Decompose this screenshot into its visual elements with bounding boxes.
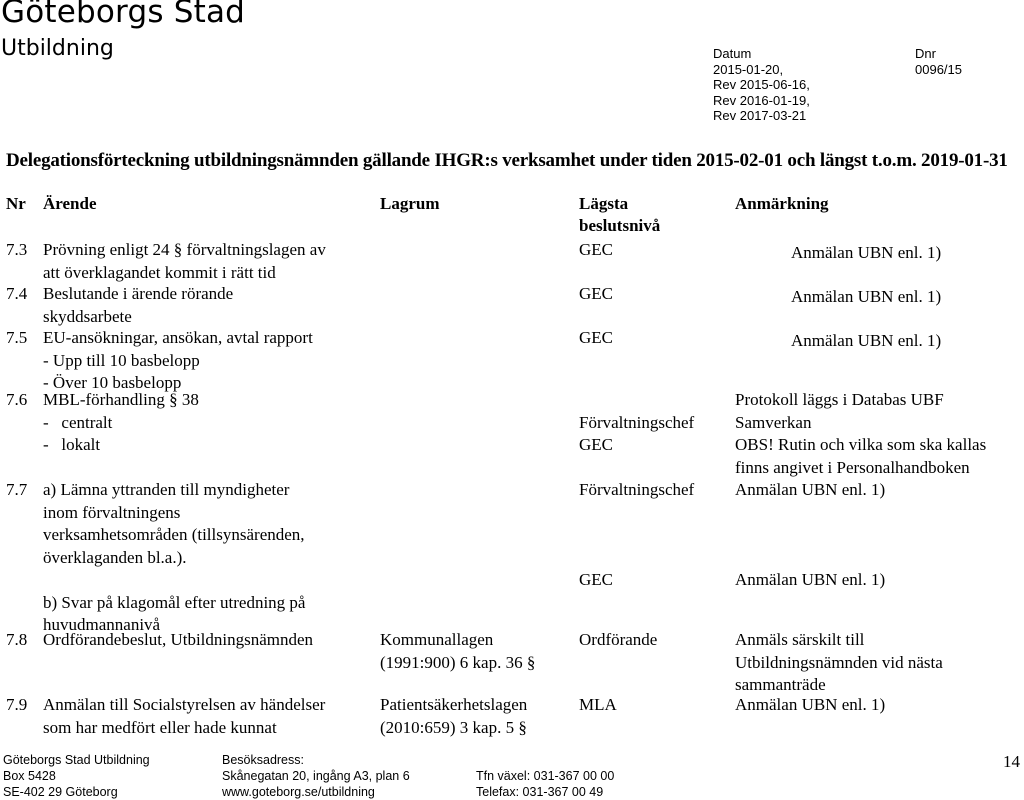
datum-label: Datum xyxy=(713,46,752,61)
row-arende: Beslutande i ärende rörande skyddsarbete xyxy=(43,284,234,326)
row-lagsta: Ordförande xyxy=(579,630,658,649)
row-arende: EU-ansökningar, ansökan, avtal rapport - Upp till 10 basbelopp - Över 10 basbelopp xyxy=(43,328,313,392)
row-arende: MBL-förhandling § 38 - centralt - lokalt xyxy=(43,390,199,454)
datum-value: Rev 2015-06-16, xyxy=(713,77,810,93)
row-anmarkning: Anmäls särskilt till Utbildningsnämnden vid nästa sammanträde xyxy=(735,630,943,694)
row-nr: 7.7 xyxy=(6,480,28,499)
datum-block xyxy=(713,46,810,124)
row-lagsta: GEC xyxy=(579,240,613,259)
row-arende: a) Lämna yttranden till myndigheter inom förvaltningens verksamhetsområden (tillsynsärenden, överklaganden bl.a.). b) Svar på klagomål efter utredning på huvudmannanivå xyxy=(43,480,306,634)
row-lagrum: Patientsäkerhetslagen (2010:659) 3 kap. 5 § xyxy=(380,695,528,737)
footer-website-link[interactable]: www.goteborg.se/utbildning xyxy=(222,785,375,799)
org-name: Göteborgs Stad xyxy=(1,0,246,30)
row-lagsta: GEC xyxy=(579,284,613,303)
footer-phone: Tfn växel: 031-367 00 00 Telefax: 031-367 00 49 xyxy=(476,769,615,799)
row-anmarkning: Anmälan UBN enl. 1) xyxy=(791,243,942,262)
row-arende: Anmälan till Socialstyrelsen av händelser som har medfört eller hade kunnat xyxy=(43,695,326,737)
row-anmarkning: Anmälan UBN enl. 1) Anmälan UBN enl. 1) xyxy=(735,480,886,589)
row-nr: 7.3 xyxy=(6,240,28,259)
department-name: Utbildning xyxy=(1,36,114,61)
row-nr: 7.5 xyxy=(6,328,28,347)
col-header-nr: Nr xyxy=(6,194,26,213)
row-lagsta: GEC xyxy=(579,328,613,347)
datum-value: 2015-01-20, xyxy=(713,61,784,77)
datum-value: Rev 2016-01-19, xyxy=(713,92,810,108)
page-number: 14 xyxy=(1003,752,1020,771)
dnr-value: 0096/15 xyxy=(915,61,962,77)
col-header-lagrum: Lagrum xyxy=(380,194,440,213)
row-lagsta: MLA xyxy=(579,695,617,714)
row-lagsta: Förvaltningschef GEC xyxy=(579,412,695,454)
row-nr: 7.8 xyxy=(6,630,28,649)
row-anmarkning: Anmälan UBN enl. 1) xyxy=(791,287,942,306)
row-arende: Prövning enligt 24 § förvaltningslagen av att överklagandet kommit i rätt tid xyxy=(43,240,326,282)
row-nr: 7.9 xyxy=(6,695,28,714)
footer-visit-address: Besöksadress: Skånegatan 20, ingång A3, plan 6 www.goteborg.se/utbildning xyxy=(222,753,410,799)
row-nr: 7.4 xyxy=(6,284,28,303)
row-arende: Ordförandebeslut, Utbildningsnämnden xyxy=(43,630,314,649)
col-header-lagsta: Lägsta beslutsnivå xyxy=(579,194,661,235)
col-header-arende: Ärende xyxy=(43,194,97,213)
row-anmarkning: Anmälan UBN enl. 1) xyxy=(791,331,942,350)
document-title: Delegationsförteckning utbildningsnämnden gällande IHGR:s verksamhet under tiden 2015-02-01 och längst t.o.m. 2019-01-31 xyxy=(6,150,1008,171)
datum-value: Rev 2017-03-21 xyxy=(713,108,807,124)
dnr-block xyxy=(915,46,962,77)
dnr-label: Dnr xyxy=(915,46,936,61)
row-lagsta: Förvaltningschef GEC xyxy=(579,480,695,589)
col-header-anmarkning: Anmärkning xyxy=(735,194,829,213)
row-anmarkning: Protokoll läggs i Databas UBF Samverkan OBS! Rutin och vilka som ska kallas finns angivet i Personalhandboken xyxy=(735,390,987,477)
row-anmarkning: Anmälan UBN enl. 1) xyxy=(735,695,886,714)
row-lagrum: Kommunallagen (1991:900) 6 kap. 36 § xyxy=(380,630,536,672)
row-nr: 7.6 xyxy=(6,390,28,409)
footer-address: Göteborgs Stad Utbildning Box 5428 SE-402 29 Göteborg xyxy=(3,753,150,799)
